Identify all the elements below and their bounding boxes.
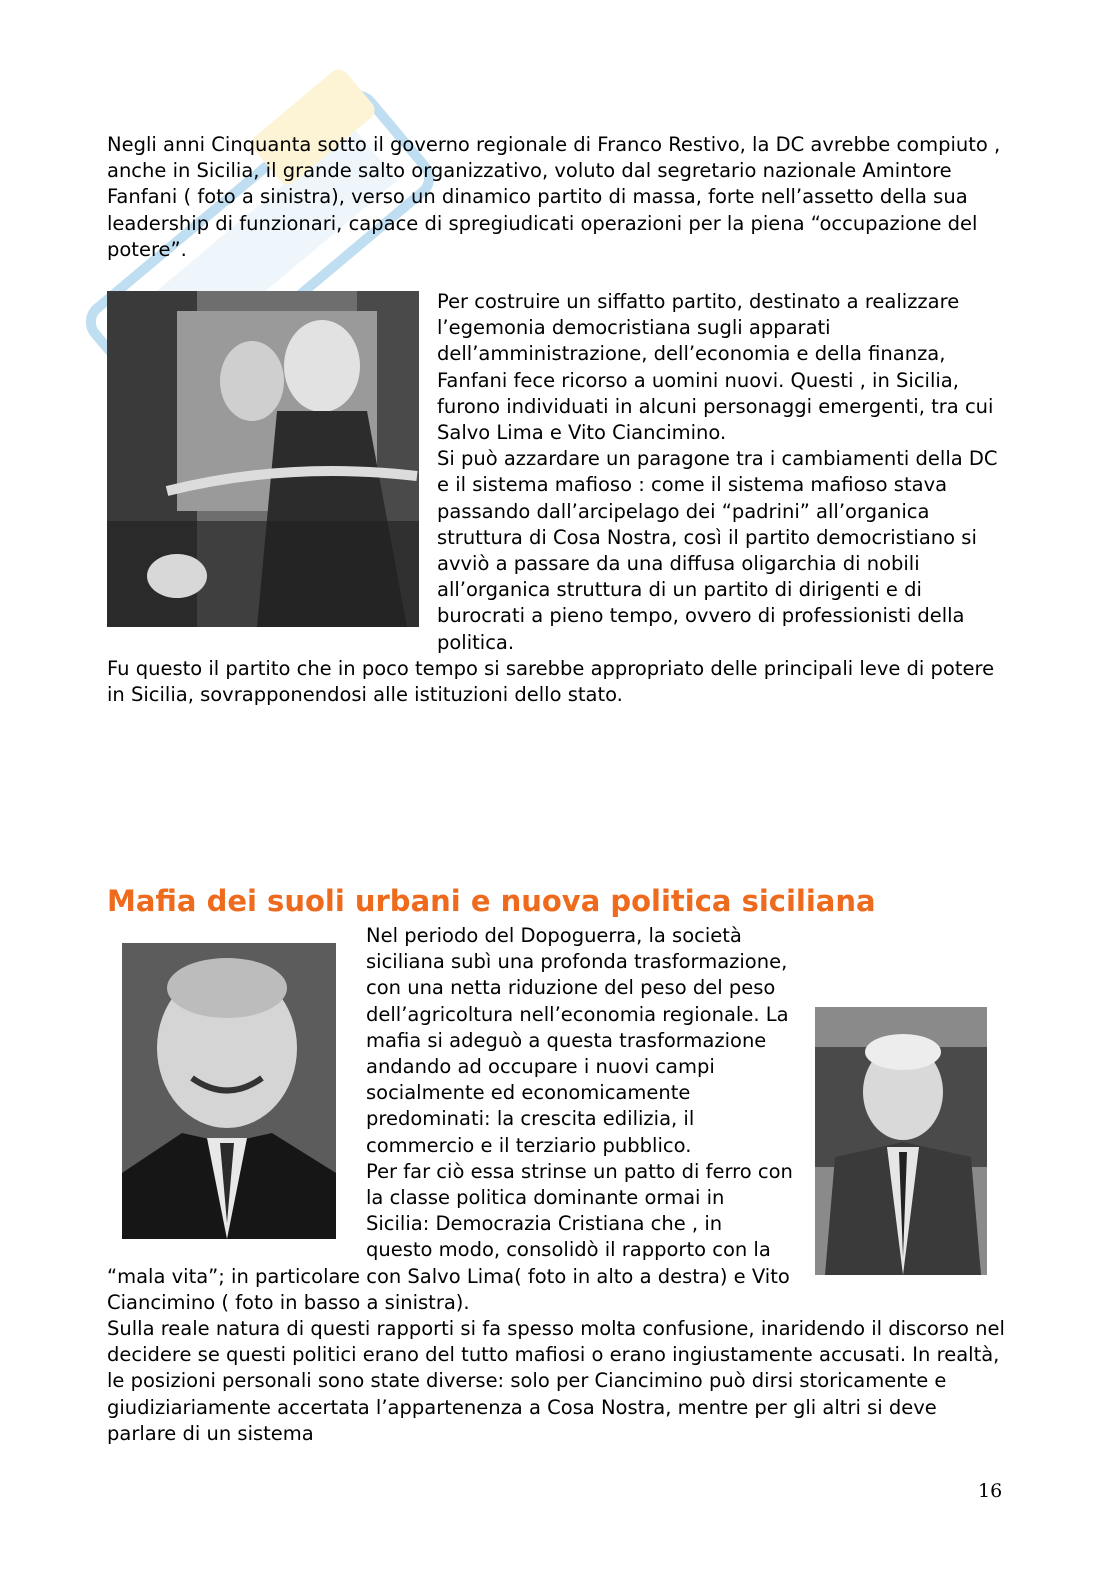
page-number: 16 (978, 1480, 1003, 1502)
mafia-section (107, 923, 1007, 1447)
photo-ciancimino (122, 943, 336, 1239)
fanfani-paragraph: Per costruire un siffatto partito, destinato a realizzare l’egemonia democristiana sugli apparati dell’amministrazione, dell’economia e della finanza, Fanfani fece ricorso a uomini nuovi. Questi , in Sicilia, furono individuati in alcuni personaggi emergenti, tra cui Salvo Lima e Vito Ciancimino. (437, 290, 994, 445)
postwar-paragraph-cont: i nuovi campi socialmente ed economicamente predominati: la crescita edilizia, il commercio e il terziario pubblico. (366, 1055, 715, 1157)
intro-paragraph: Negli anni Cinquanta sotto il governo regionale di Franco Restivo, la DC avrebbe compiuto , anche in Sicilia, il grande salto organizzativo, voluto dal segretario nazionale Amintore Fanfani ( foto a sinistra), verso un dinamico partito di massa, forte nell’assetto della sua leadership di funzionari, capace di spregiudicati operazioni per la piena “occupazione del potere”. (107, 133, 1001, 261)
party-paragraph: Fu questo il partito che in poco tempo si sarebbe appropriato delle principali leve di potere in Sicilia, sovrapponendosi alle istituzioni dello stato. (107, 656, 995, 707)
photo-lima (815, 1007, 987, 1275)
pact-paragraph: Per far ciò essa strinse un patto di ferro con la classe politica dominante ormai in Sicilia: Democrazia Cristiana che , in questo modo, consolidò il rapporto con la “mala vita”; in particolare con Salvo Lima( foto in alto a destra) e Vito Ciancimino ( foto in basso a sinistra). (107, 1159, 793, 1314)
photo-fanfani-pope (107, 291, 419, 627)
comparison-paragraph: Si può azzardare un paragone tra i cambiamenti della DC e il sistema mafioso : come il sistema mafioso stava passando dall’arcipelago dei “padrini” all’organica struttura di Cosa Nostra, così il partito democristiano si avviò a passare da una diffusa oligarchia di nobili all’organica struttura di un partito di dirigenti e di burocrati a pieno tempo, ovvero di professionisti della politica. (437, 447, 998, 654)
section-heading: Mafia dei suoli urbani e nuova politica siciliana (107, 884, 876, 918)
postwar-paragraph: Nel periodo del Dopoguerra, la società siciliana subì una profonda trasformazione, con una netta riduzione del peso del peso dell’agricoltura nell’economia regionale. La mafia si adeguò a questa trasformazione andando ad occupare (366, 924, 789, 1079)
fanfani-section (107, 289, 1007, 708)
nature-paragraph: Sulla reale natura di questi rapporti si fa spesso molta confusione, inaridendo il discorso nel decidere se questi politici erano del tutto mafiosi o erano ingiustamente accusati. In realtà, le posizioni personali sono state diverse: solo per Ciancimino può dirsi storicamente e giudiziariamente accertata l’appartenenza a Cosa Nostra, mentre per gli altri si deve parlare di un sistema (107, 1317, 1005, 1445)
